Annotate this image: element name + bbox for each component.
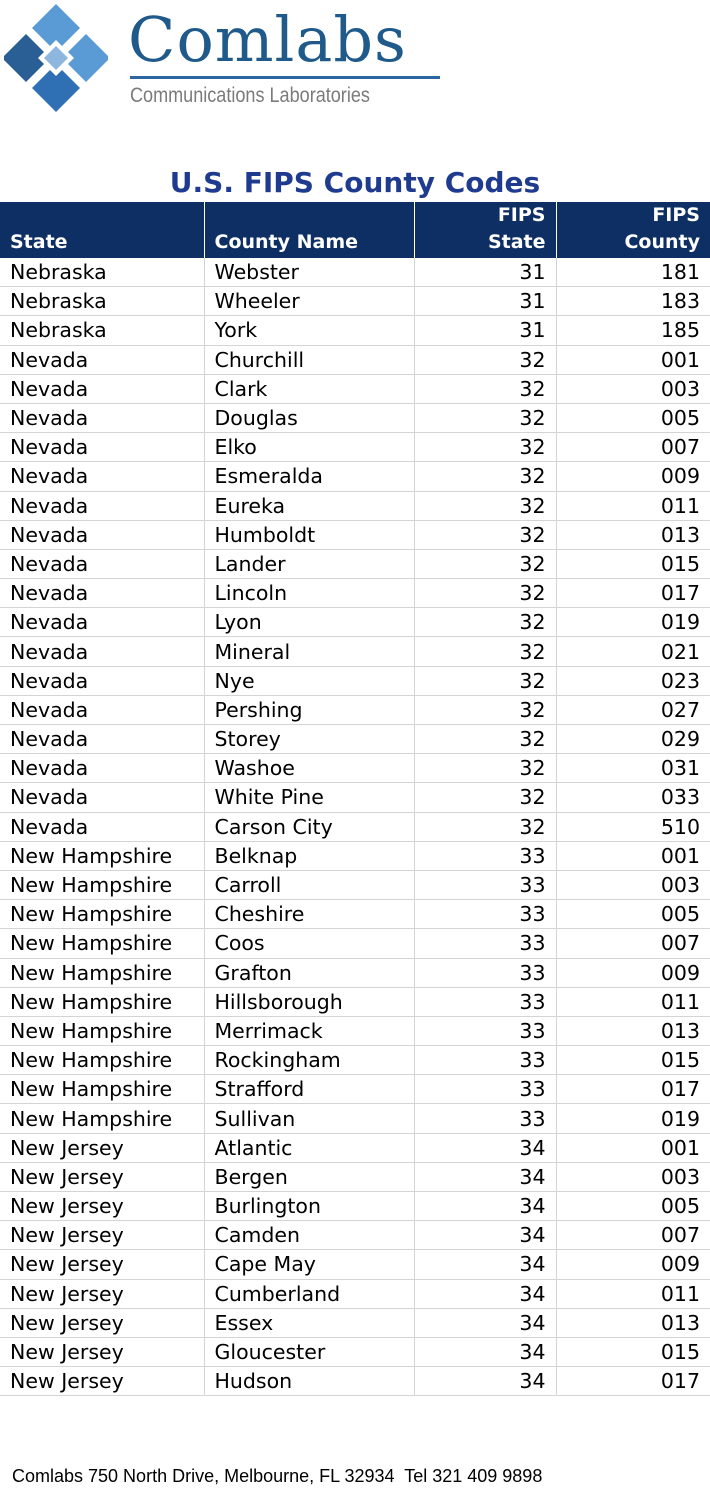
- cell-fips-county: 013: [556, 1016, 710, 1045]
- cell-state: Nevada: [0, 491, 204, 520]
- cell-fips-state: 34: [414, 1308, 556, 1337]
- cell-fips-state: 34: [414, 1367, 556, 1396]
- cell-state: New Jersey: [0, 1279, 204, 1308]
- cell-state: New Jersey: [0, 1133, 204, 1162]
- cell-fips-county: 011: [556, 491, 710, 520]
- cell-fips-county: 017: [556, 1367, 710, 1396]
- table-row: [0, 958, 710, 987]
- table-row: [0, 900, 710, 929]
- cell-county-name: Mineral: [204, 637, 414, 666]
- cell-fips-state: 32: [414, 666, 556, 695]
- cell-county-name: Grafton: [204, 958, 414, 987]
- cell-county-name: York: [204, 316, 414, 345]
- table-row: [0, 666, 710, 695]
- cell-fips-county: 021: [556, 637, 710, 666]
- cell-state: New Jersey: [0, 1337, 204, 1366]
- cell-county-name: Coos: [204, 929, 414, 958]
- table-row: [0, 287, 710, 316]
- cell-fips-state: 33: [414, 841, 556, 870]
- cell-fips-county: 007: [556, 433, 710, 462]
- cell-fips-state: 32: [414, 433, 556, 462]
- cell-fips-state: 32: [414, 754, 556, 783]
- cell-state: Nevada: [0, 579, 204, 608]
- cell-state: New Hampshire: [0, 900, 204, 929]
- cell-fips-county: 009: [556, 1250, 710, 1279]
- cell-state: New Jersey: [0, 1250, 204, 1279]
- cell-fips-county: 015: [556, 1046, 710, 1075]
- cell-fips-county: 029: [556, 725, 710, 754]
- cell-fips-state: 32: [414, 695, 556, 724]
- header-fips-county-line2: County: [624, 231, 700, 253]
- table-row: [0, 783, 710, 812]
- header-fips-state: [414, 202, 556, 258]
- table-row: [0, 433, 710, 462]
- cell-fips-county: 001: [556, 841, 710, 870]
- cell-fips-county: 017: [556, 1075, 710, 1104]
- cell-fips-county: 007: [556, 929, 710, 958]
- cell-fips-state: 31: [414, 287, 556, 316]
- logo-subtitle: Communications Laboratories: [130, 84, 370, 107]
- cell-county-name: Humboldt: [204, 520, 414, 549]
- cell-state: Nevada: [0, 754, 204, 783]
- cell-fips-state: 32: [414, 462, 556, 491]
- cell-fips-state: 33: [414, 987, 556, 1016]
- table-row: [0, 549, 710, 578]
- table-row: [0, 870, 710, 899]
- cell-fips-county: 009: [556, 462, 710, 491]
- table-row: [0, 1046, 710, 1075]
- cell-fips-county: 015: [556, 549, 710, 578]
- cell-county-name: Strafford: [204, 1075, 414, 1104]
- comlabs-logo-mark-icon: [4, 2, 108, 114]
- cell-fips-county: 003: [556, 870, 710, 899]
- cell-fips-state: 32: [414, 374, 556, 403]
- cell-fips-state: 32: [414, 520, 556, 549]
- cell-fips-county: 027: [556, 695, 710, 724]
- cell-fips-county: 185: [556, 316, 710, 345]
- cell-state: New Hampshire: [0, 870, 204, 899]
- table-row: [0, 929, 710, 958]
- cell-county-name: Merrimack: [204, 1016, 414, 1045]
- cell-state: Nevada: [0, 433, 204, 462]
- header-fips-state-line2: State: [487, 231, 546, 253]
- header-fips-county: [556, 202, 710, 258]
- page-title: U.S. FIPS County Codes: [169, 166, 541, 199]
- cell-state: Nevada: [0, 403, 204, 432]
- cell-fips-state: 32: [414, 783, 556, 812]
- cell-state: Nebraska: [0, 316, 204, 345]
- cell-fips-state: 33: [414, 1075, 556, 1104]
- cell-state: Nevada: [0, 695, 204, 724]
- cell-county-name: Storey: [204, 725, 414, 754]
- table-row: [0, 1367, 710, 1396]
- cell-fips-state: 33: [414, 900, 556, 929]
- cell-fips-state: 34: [414, 1192, 556, 1221]
- cell-state: Nevada: [0, 666, 204, 695]
- cell-county-name: White Pine: [204, 783, 414, 812]
- cell-county-name: Churchill: [204, 345, 414, 374]
- cell-fips-county: 023: [556, 666, 710, 695]
- cell-county-name: Atlantic: [204, 1133, 414, 1162]
- cell-county-name: Rockingham: [204, 1046, 414, 1075]
- cell-county-name: Cheshire: [204, 900, 414, 929]
- table-row: [0, 403, 710, 432]
- cell-county-name: Carson City: [204, 812, 414, 841]
- table-body: [0, 258, 710, 1396]
- cell-fips-state: 32: [414, 608, 556, 637]
- cell-fips-county: 017: [556, 579, 710, 608]
- table-row: [0, 345, 710, 374]
- cell-fips-state: 33: [414, 929, 556, 958]
- logo-divider: [130, 76, 440, 79]
- cell-state: Nevada: [0, 608, 204, 637]
- cell-fips-state: 34: [414, 1133, 556, 1162]
- table-row: [0, 258, 710, 287]
- cell-fips-state: 32: [414, 812, 556, 841]
- cell-county-name: Webster: [204, 258, 414, 287]
- cell-county-name: Essex: [204, 1308, 414, 1337]
- cell-state: New Hampshire: [0, 1075, 204, 1104]
- cell-state: New Jersey: [0, 1308, 204, 1337]
- cell-county-name: Camden: [204, 1221, 414, 1250]
- cell-fips-county: 001: [556, 1133, 710, 1162]
- cell-county-name: Douglas: [204, 403, 414, 432]
- table-row: [0, 1308, 710, 1337]
- cell-state: New Hampshire: [0, 1016, 204, 1045]
- header-fips-county-line1: FIPS: [652, 204, 700, 226]
- cell-fips-state: 32: [414, 403, 556, 432]
- cell-state: Nevada: [0, 812, 204, 841]
- cell-state: New Hampshire: [0, 987, 204, 1016]
- cell-county-name: Belknap: [204, 841, 414, 870]
- cell-fips-state: 32: [414, 579, 556, 608]
- header-county-name: County Name: [204, 202, 414, 258]
- cell-fips-state: 32: [414, 725, 556, 754]
- cell-state: Nevada: [0, 462, 204, 491]
- cell-fips-county: 033: [556, 783, 710, 812]
- cell-fips-county: 011: [556, 987, 710, 1016]
- cell-county-name: Sullivan: [204, 1104, 414, 1133]
- cell-fips-county: 003: [556, 374, 710, 403]
- table-row: [0, 374, 710, 403]
- cell-state: New Jersey: [0, 1367, 204, 1396]
- cell-state: New Hampshire: [0, 841, 204, 870]
- header-fips-state-line1: FIPS: [497, 204, 546, 226]
- cell-county-name: Burlington: [204, 1192, 414, 1221]
- cell-county-name: Washoe: [204, 754, 414, 783]
- cell-fips-county: 001: [556, 345, 710, 374]
- cell-county-name: Cumberland: [204, 1279, 414, 1308]
- table-row: [0, 1192, 710, 1221]
- cell-state: Nevada: [0, 520, 204, 549]
- cell-fips-county: 031: [556, 754, 710, 783]
- cell-county-name: Eureka: [204, 491, 414, 520]
- cell-fips-state: 34: [414, 1221, 556, 1250]
- cell-county-name: Clark: [204, 374, 414, 403]
- table-row: [0, 1133, 710, 1162]
- cell-fips-state: 31: [414, 316, 556, 345]
- page-footer: Comlabs 750 North Drive, Melbourne, FL 32934 Tel 321 409 9898: [12, 1466, 543, 1486]
- fips-county-table: [0, 202, 710, 1396]
- cell-fips-state: 32: [414, 637, 556, 666]
- cell-county-name: Gloucester: [204, 1337, 414, 1366]
- cell-fips-county: 003: [556, 1162, 710, 1191]
- company-logo: [0, 0, 450, 125]
- table-row: [0, 608, 710, 637]
- table-row: [0, 1279, 710, 1308]
- table-row: [0, 841, 710, 870]
- table-row: [0, 1221, 710, 1250]
- table-row: [0, 1016, 710, 1045]
- cell-county-name: Bergen: [204, 1162, 414, 1191]
- cell-county-name: Carroll: [204, 870, 414, 899]
- cell-fips-county: 019: [556, 608, 710, 637]
- cell-state: New Hampshire: [0, 1104, 204, 1133]
- cell-state: Nevada: [0, 637, 204, 666]
- cell-county-name: Elko: [204, 433, 414, 462]
- cell-state: New Hampshire: [0, 1046, 204, 1075]
- table-row: [0, 725, 710, 754]
- cell-fips-county: 015: [556, 1337, 710, 1366]
- cell-fips-state: 31: [414, 258, 556, 287]
- cell-state: Nevada: [0, 549, 204, 578]
- cell-fips-county: 013: [556, 1308, 710, 1337]
- cell-state: New Jersey: [0, 1192, 204, 1221]
- cell-county-name: Nye: [204, 666, 414, 695]
- cell-fips-state: 34: [414, 1250, 556, 1279]
- cell-state: New Hampshire: [0, 929, 204, 958]
- cell-state: Nebraska: [0, 258, 204, 287]
- table-row: [0, 1104, 710, 1133]
- cell-county-name: Esmeralda: [204, 462, 414, 491]
- cell-fips-county: 009: [556, 958, 710, 987]
- table-header: [0, 202, 710, 258]
- table-row: [0, 1075, 710, 1104]
- cell-county-name: Hillsborough: [204, 987, 414, 1016]
- cell-fips-county: 007: [556, 1221, 710, 1250]
- cell-fips-state: 34: [414, 1337, 556, 1366]
- table-row: [0, 520, 710, 549]
- cell-fips-state: 32: [414, 345, 556, 374]
- table-row: [0, 754, 710, 783]
- cell-fips-county: 181: [556, 258, 710, 287]
- cell-fips-state: 32: [414, 549, 556, 578]
- cell-state: Nevada: [0, 345, 204, 374]
- cell-state: New Jersey: [0, 1162, 204, 1191]
- cell-state: New Hampshire: [0, 958, 204, 987]
- cell-fips-county: 013: [556, 520, 710, 549]
- cell-fips-county: 011: [556, 1279, 710, 1308]
- cell-fips-state: 33: [414, 1016, 556, 1045]
- cell-county-name: Cape May: [204, 1250, 414, 1279]
- table-row: [0, 637, 710, 666]
- cell-fips-county: 019: [556, 1104, 710, 1133]
- cell-county-name: Lander: [204, 549, 414, 578]
- cell-fips-state: 33: [414, 870, 556, 899]
- table-row: [0, 1162, 710, 1191]
- cell-fips-county: 005: [556, 1192, 710, 1221]
- cell-state: Nevada: [0, 783, 204, 812]
- cell-state: Nevada: [0, 725, 204, 754]
- cell-state: Nebraska: [0, 287, 204, 316]
- table-row: [0, 812, 710, 841]
- cell-fips-county: 005: [556, 900, 710, 929]
- table-row: [0, 316, 710, 345]
- table-row: [0, 987, 710, 1016]
- table-row: [0, 462, 710, 491]
- cell-state: Nevada: [0, 374, 204, 403]
- cell-state: New Jersey: [0, 1221, 204, 1250]
- table-row: [0, 579, 710, 608]
- table-row: [0, 1337, 710, 1366]
- cell-county-name: Wheeler: [204, 287, 414, 316]
- cell-county-name: Hudson: [204, 1367, 414, 1396]
- cell-county-name: Pershing: [204, 695, 414, 724]
- cell-fips-county: 005: [556, 403, 710, 432]
- cell-fips-state: 33: [414, 958, 556, 987]
- cell-fips-county: 183: [556, 287, 710, 316]
- header-state: State: [0, 202, 204, 258]
- cell-county-name: Lincoln: [204, 579, 414, 608]
- table-row: [0, 1250, 710, 1279]
- cell-fips-state: 33: [414, 1046, 556, 1075]
- table-row: [0, 491, 710, 520]
- cell-county-name: Lyon: [204, 608, 414, 637]
- cell-fips-state: 32: [414, 491, 556, 520]
- cell-fips-state: 33: [414, 1104, 556, 1133]
- cell-fips-county: 510: [556, 812, 710, 841]
- cell-fips-state: 34: [414, 1162, 556, 1191]
- cell-fips-state: 34: [414, 1279, 556, 1308]
- logo-wordmark: Comlabs: [128, 3, 407, 76]
- table-row: [0, 695, 710, 724]
